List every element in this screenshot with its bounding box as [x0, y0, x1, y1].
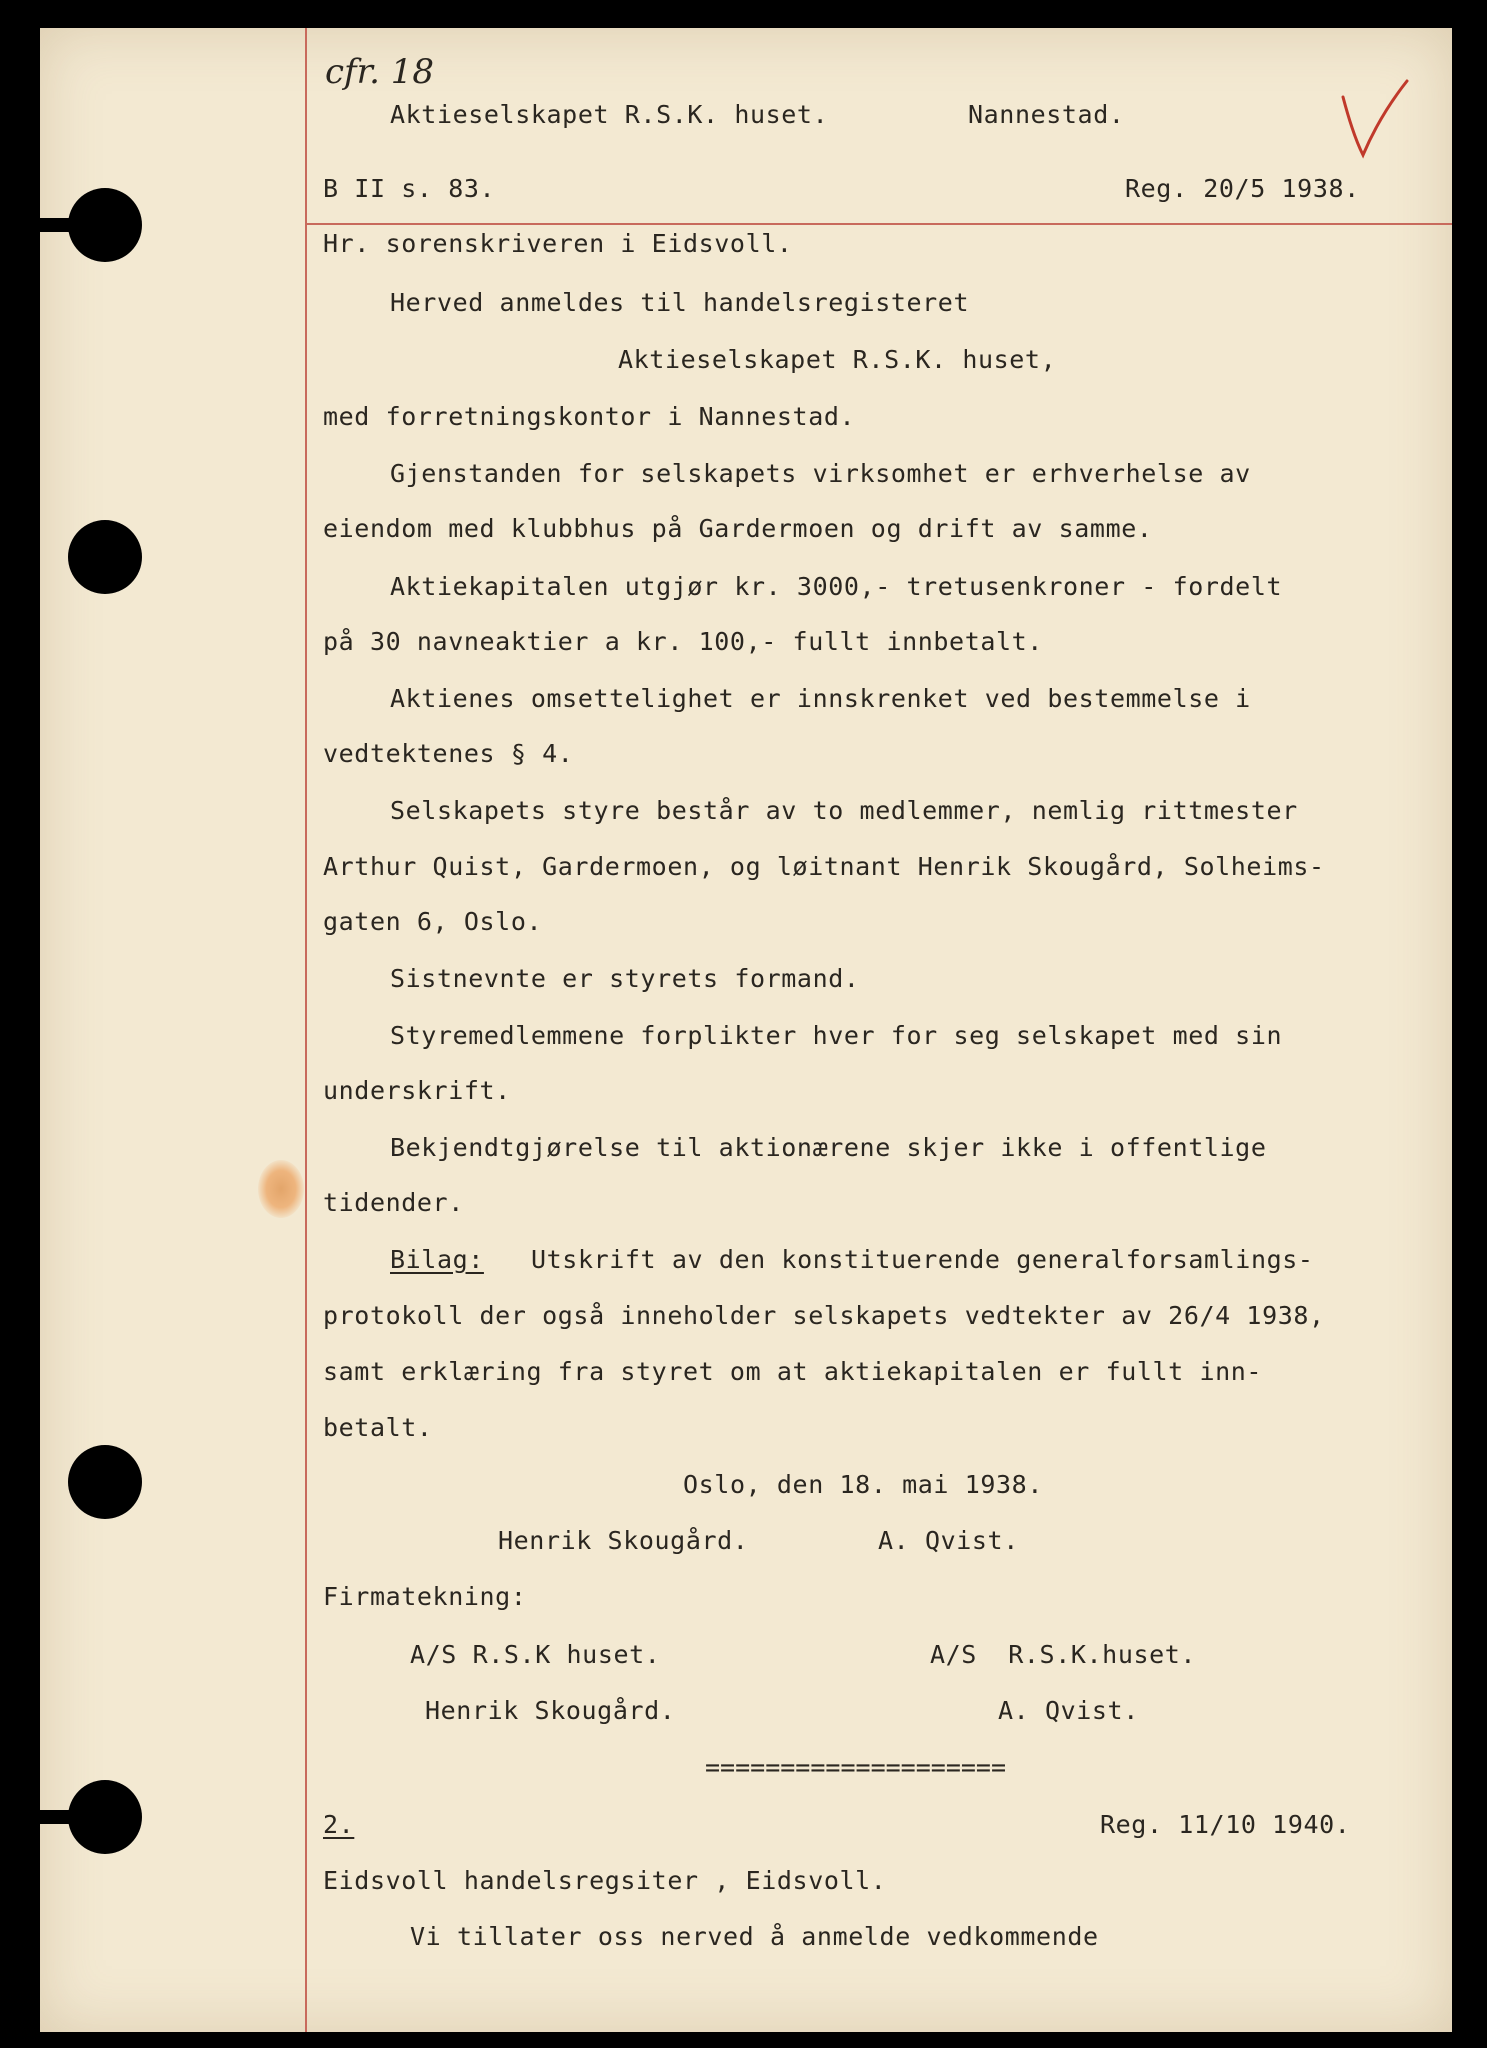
punch-hole-tab	[0, 1810, 80, 1824]
body-line: Gjenstanden for selskapets virksomhet er erhverhelse av	[390, 459, 1251, 488]
punch-hole	[68, 1445, 142, 1519]
firmatekning-left-name: Henrik Skougård.	[425, 1696, 676, 1725]
signatory-left: Henrik Skougård.	[498, 1526, 749, 1555]
entry-first-line: Vi tillater oss nerved å anmelde vedkommende	[410, 1922, 1099, 1951]
body-line: tidender.	[323, 1188, 464, 1217]
body-line: Arthur Quist, Gardermoen, og løitnant Henrik Skougård, Solheims-	[323, 852, 1325, 881]
body-line: Bekjendtgjørelse til aktionærene skjer ikke i offentlige	[390, 1133, 1267, 1162]
firmatekning-right-company: A/S R.S.K.huset.	[930, 1640, 1197, 1669]
body-line: Hr. sorenskriveren i Eidsvoll.	[323, 229, 793, 258]
red-header-rule	[305, 223, 1452, 225]
firmatekning-right-name: A. Qvist.	[998, 1696, 1139, 1725]
body-line: Aktieselskapet R.S.K. huset,	[618, 345, 1057, 374]
attachment-label: Bilag:	[390, 1245, 484, 1274]
check-mark-icon	[1335, 75, 1415, 165]
stain-mark	[258, 1160, 304, 1218]
header-company: Aktieselskapet R.S.K. huset.	[390, 100, 829, 129]
attachment-text: Utskrift av den konstituerende generalforsamlings-	[531, 1245, 1314, 1274]
body-line: Sistnevnte er styrets formand.	[390, 964, 860, 993]
body-line: vedtektenes § 4.	[323, 739, 574, 768]
handwritten-note: cfr. 18	[325, 52, 435, 92]
body-line: Aktiekapitalen utgjør kr. 3000,- tretusenkroner - fordelt	[390, 572, 1283, 601]
attachment-text: betalt.	[323, 1413, 433, 1442]
signatory-right: A. Qvist.	[878, 1526, 1019, 1555]
body-line: Herved anmeldes til handelsregisteret	[390, 288, 970, 317]
punch-hole-tab	[0, 218, 80, 232]
punch-hole	[68, 520, 142, 594]
body-line: eiendom med klubbhus på Gardermoen og drift av samme.	[323, 514, 1153, 543]
body-line: underskrift.	[323, 1076, 511, 1105]
body-line: gaten 6, Oslo.	[323, 907, 543, 936]
red-margin-line	[305, 28, 307, 2032]
header-registered: Reg. 20/5 1938.	[1125, 174, 1360, 203]
body-line: Styremedlemmene forplikter hver for seg selskapet med sin	[390, 1021, 1283, 1050]
entry-registered: Reg. 11/10 1940.	[1100, 1810, 1351, 1839]
attachment-text: protokoll der også inneholder selskapets vedtekter av 26/4 1938,	[323, 1301, 1325, 1330]
body-line: Selskapets styre består av to medlemmer, nemlig rittmester	[390, 796, 1298, 825]
firmatekning-label: Firmatekning:	[323, 1582, 527, 1611]
body-line: med forretningskontor i Nannestad.	[323, 402, 856, 431]
entry-addressee: Eidsvoll handelsregsiter , Eidsvoll.	[323, 1866, 887, 1895]
entry-number: 2.	[323, 1810, 355, 1839]
separator-line: ====================	[705, 1753, 1007, 1782]
place-date: Oslo, den 18. mai 1938.	[683, 1470, 1043, 1499]
attachment-text: samt erklæring fra styret om at aktiekapitalen er fullt inn-	[323, 1357, 1263, 1386]
header-place: Nannestad.	[968, 100, 1125, 129]
header-reference: B II s. 83.	[323, 174, 496, 203]
body-line: Aktienes omsettelighet er innskrenket ved bestemmelse i	[390, 684, 1251, 713]
body-line: på 30 navneaktier a kr. 100,- fullt innbetalt.	[323, 627, 1043, 656]
firmatekning-left-company: A/S R.S.K huset.	[410, 1640, 661, 1669]
